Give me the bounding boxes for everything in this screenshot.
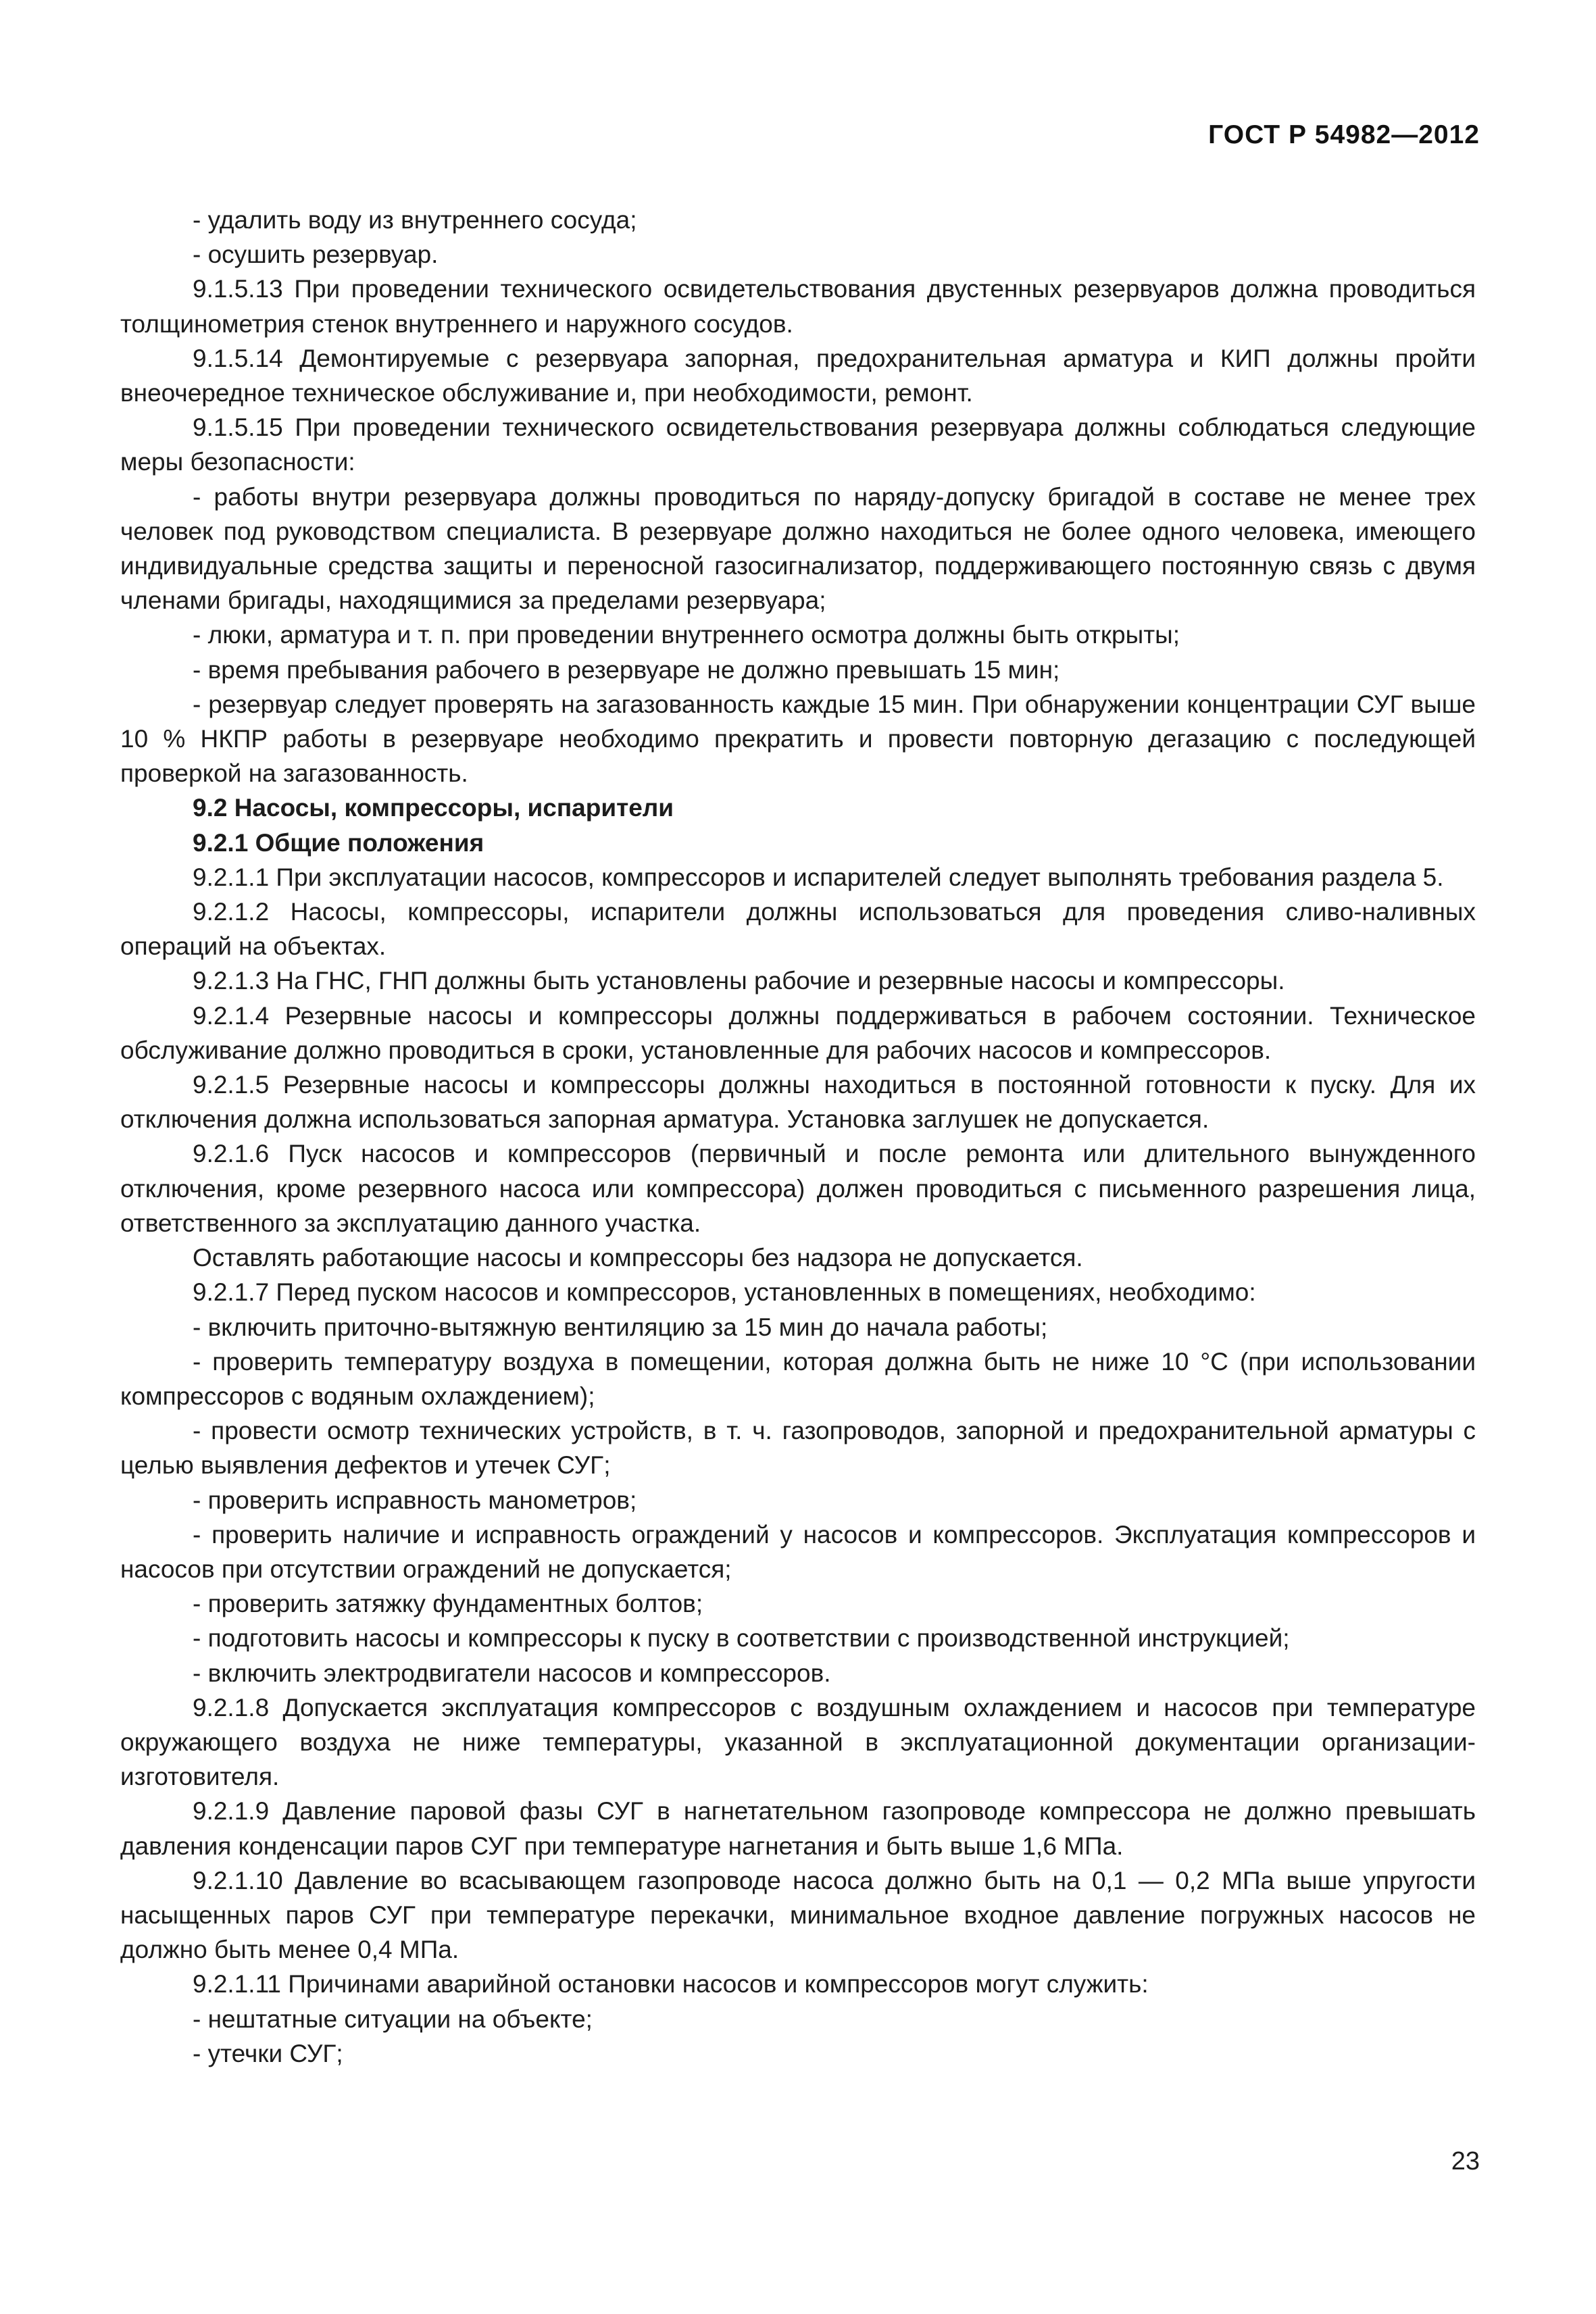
paragraph: 9.2.1.9 Давление паровой фазы СУГ в нагнетательном газопроводе компрессора не должно превышать давления конденсации паров СУГ при температуре нагнетания и быть выше 1,6 МПа. xyxy=(120,1797,1476,1860)
paragraph: - включить приточно-вытяжную вентиляцию за 15 мин до начала работы; xyxy=(193,1313,1048,1341)
paragraph: - проверить температуру воздуха в помещении, которая должна быть не ниже 10 °С (при использовании компрессоров с водяным охлаждением); xyxy=(120,1347,1476,1410)
paragraph: - проверить наличие и исправность ограждений у насосов и компрессоров. Эксплуатация компрессоров и насосов при отсутствии ограждений не допускается; xyxy=(120,1520,1476,1583)
paragraph: 9.2.1.6 Пуск насосов и компрессоров (первичный и после ремонта или длительного вынужденного отключения, кроме резервного насоса или компрессора) должен проводиться с письменного разрешения лица, ответственного за эксплуатацию данного участка. xyxy=(120,1140,1476,1237)
paragraph: 9.2.1.3 На ГНС, ГНП должны быть установлены рабочие и резервные насосы и компрессоры. xyxy=(193,967,1285,995)
paragraph: - осушить резервуар. xyxy=(193,241,439,269)
paragraph: - подготовить насосы и компрессоры к пуску в соответствии с производственной инструкцией; xyxy=(193,1624,1290,1653)
paragraph: 9.1.5.15 При проведении технического освидетельствования резервуара должны соблюдаться следующие меры безопасности: xyxy=(120,413,1476,476)
paragraph: 9.2.1.7 Перед пуском насосов и компрессоров, установленных в помещениях, необходимо: xyxy=(193,1278,1256,1307)
page-number: 23 xyxy=(1451,2147,1480,2175)
paragraph: - утечки СУГ; xyxy=(193,2039,343,2067)
paragraph: 9.2.1.5 Резервные насосы и компрессоры должны находиться в постоянной готовности к пуску. Для их отключения должна использоваться запорная арматура. Установка заглушек не допускается. xyxy=(120,1071,1476,1134)
paragraph: - работы внутри резервуара должны проводиться по наряду-допуску бригадой в составе не менее трех человек под руководством специалиста. В резервуаре должно находиться не более одного человека, имеющего индивидуальные средства защиты и переносной газосигнализатор, поддерживающего постоянную связь с двумя членами бригады, находящимися за пределами резервуара; xyxy=(120,482,1476,615)
paragraph: 9.1.5.13 При проведении технического освидетельствования двустенных резервуаров должна проводиться толщинометрия стенок внутреннего и наружного сосудов. xyxy=(120,275,1476,338)
paragraph: - удалить воду из внутреннего сосуда; xyxy=(193,206,637,234)
paragraph: - люки, арматура и т. п. при проведении внутреннего осмотра должны быть открыты; xyxy=(193,621,1180,649)
paragraph: Оставлять работающие насосы и компрессоры без надзора не допускается. xyxy=(193,1244,1083,1272)
paragraph: - резервуар следует проверять на загазованность каждые 15 мин. При обнаружении концентрации СУГ выше 10 % НКПР работы в резервуаре необходимо прекратить и провести повторную дегазацию с последующей проверкой на загазованность. xyxy=(120,690,1476,788)
paragraph: - проверить исправность манометров; xyxy=(193,1486,637,1514)
paragraph: - включить электродвигатели насосов и компрессоров. xyxy=(193,1659,831,1687)
paragraph: 9.2.1.1 При эксплуатации насосов, компрессоров и испарителей следует выполнять требования раздела 5. xyxy=(193,863,1444,891)
paragraph: - проверить затяжку фундаментных болтов; xyxy=(193,1590,703,1618)
paragraph: 9.2.1.11 Причинами аварийной остановки насосов и компрессоров могут служить: xyxy=(193,1970,1149,1998)
paragraph: 9.2.1.8 Допускается эксплуатация компрессоров с воздушным охлаждением и насосов при температуре окружающего воздуха не ниже температуры, указанной в эксплуатационной документации организации-изготовителя. xyxy=(120,1693,1476,1791)
paragraph: 9.2.1.10 Давление во всасывающем газопроводе насоса должно быть на 0,1 — 0,2 МПа выше упругости насыщенных паров СУГ при температуре перекачки, минимальное входное давление погружных насосов не должно быть менее 0,4 МПа. xyxy=(120,1866,1476,1964)
paragraph: - провести осмотр технических устройств, в т. ч. газопроводов, запорной и предохранительной арматуры с целью выявления дефектов и утечек СУГ; xyxy=(120,1417,1476,1480)
paragraph: 9.2.1.4 Резервные насосы и компрессоры должны поддерживаться в рабочем состоянии. Техническое обслуживание должно проводиться в сроки, установленные для рабочих насосов и компрессоров. xyxy=(120,1001,1476,1064)
document-body xyxy=(120,203,1476,2071)
document-code-header: ГОСТ Р 54982—2012 xyxy=(1208,120,1480,149)
paragraph: - время пребывания рабочего в резервуаре не должно превышать 15 мин; xyxy=(193,655,1060,684)
paragraph: 9.2.1.2 Насосы, компрессоры, испарители должны использоваться для проведения сливо-наливных операций на объектах. xyxy=(120,898,1476,961)
paragraph: 9.1.5.14 Демонтируемые с резервуара запорная, предохранительная арматура и КИП должны пройти внеочередное техническое обслуживание и, при необходимости, ремонт. xyxy=(120,344,1476,407)
section-heading: 9.2 Насосы, компрессоры, испарители xyxy=(193,794,674,822)
section-heading: 9.2.1 Общие положения xyxy=(193,828,484,857)
paragraph: - нештатные ситуации на объекте; xyxy=(193,2005,593,2033)
